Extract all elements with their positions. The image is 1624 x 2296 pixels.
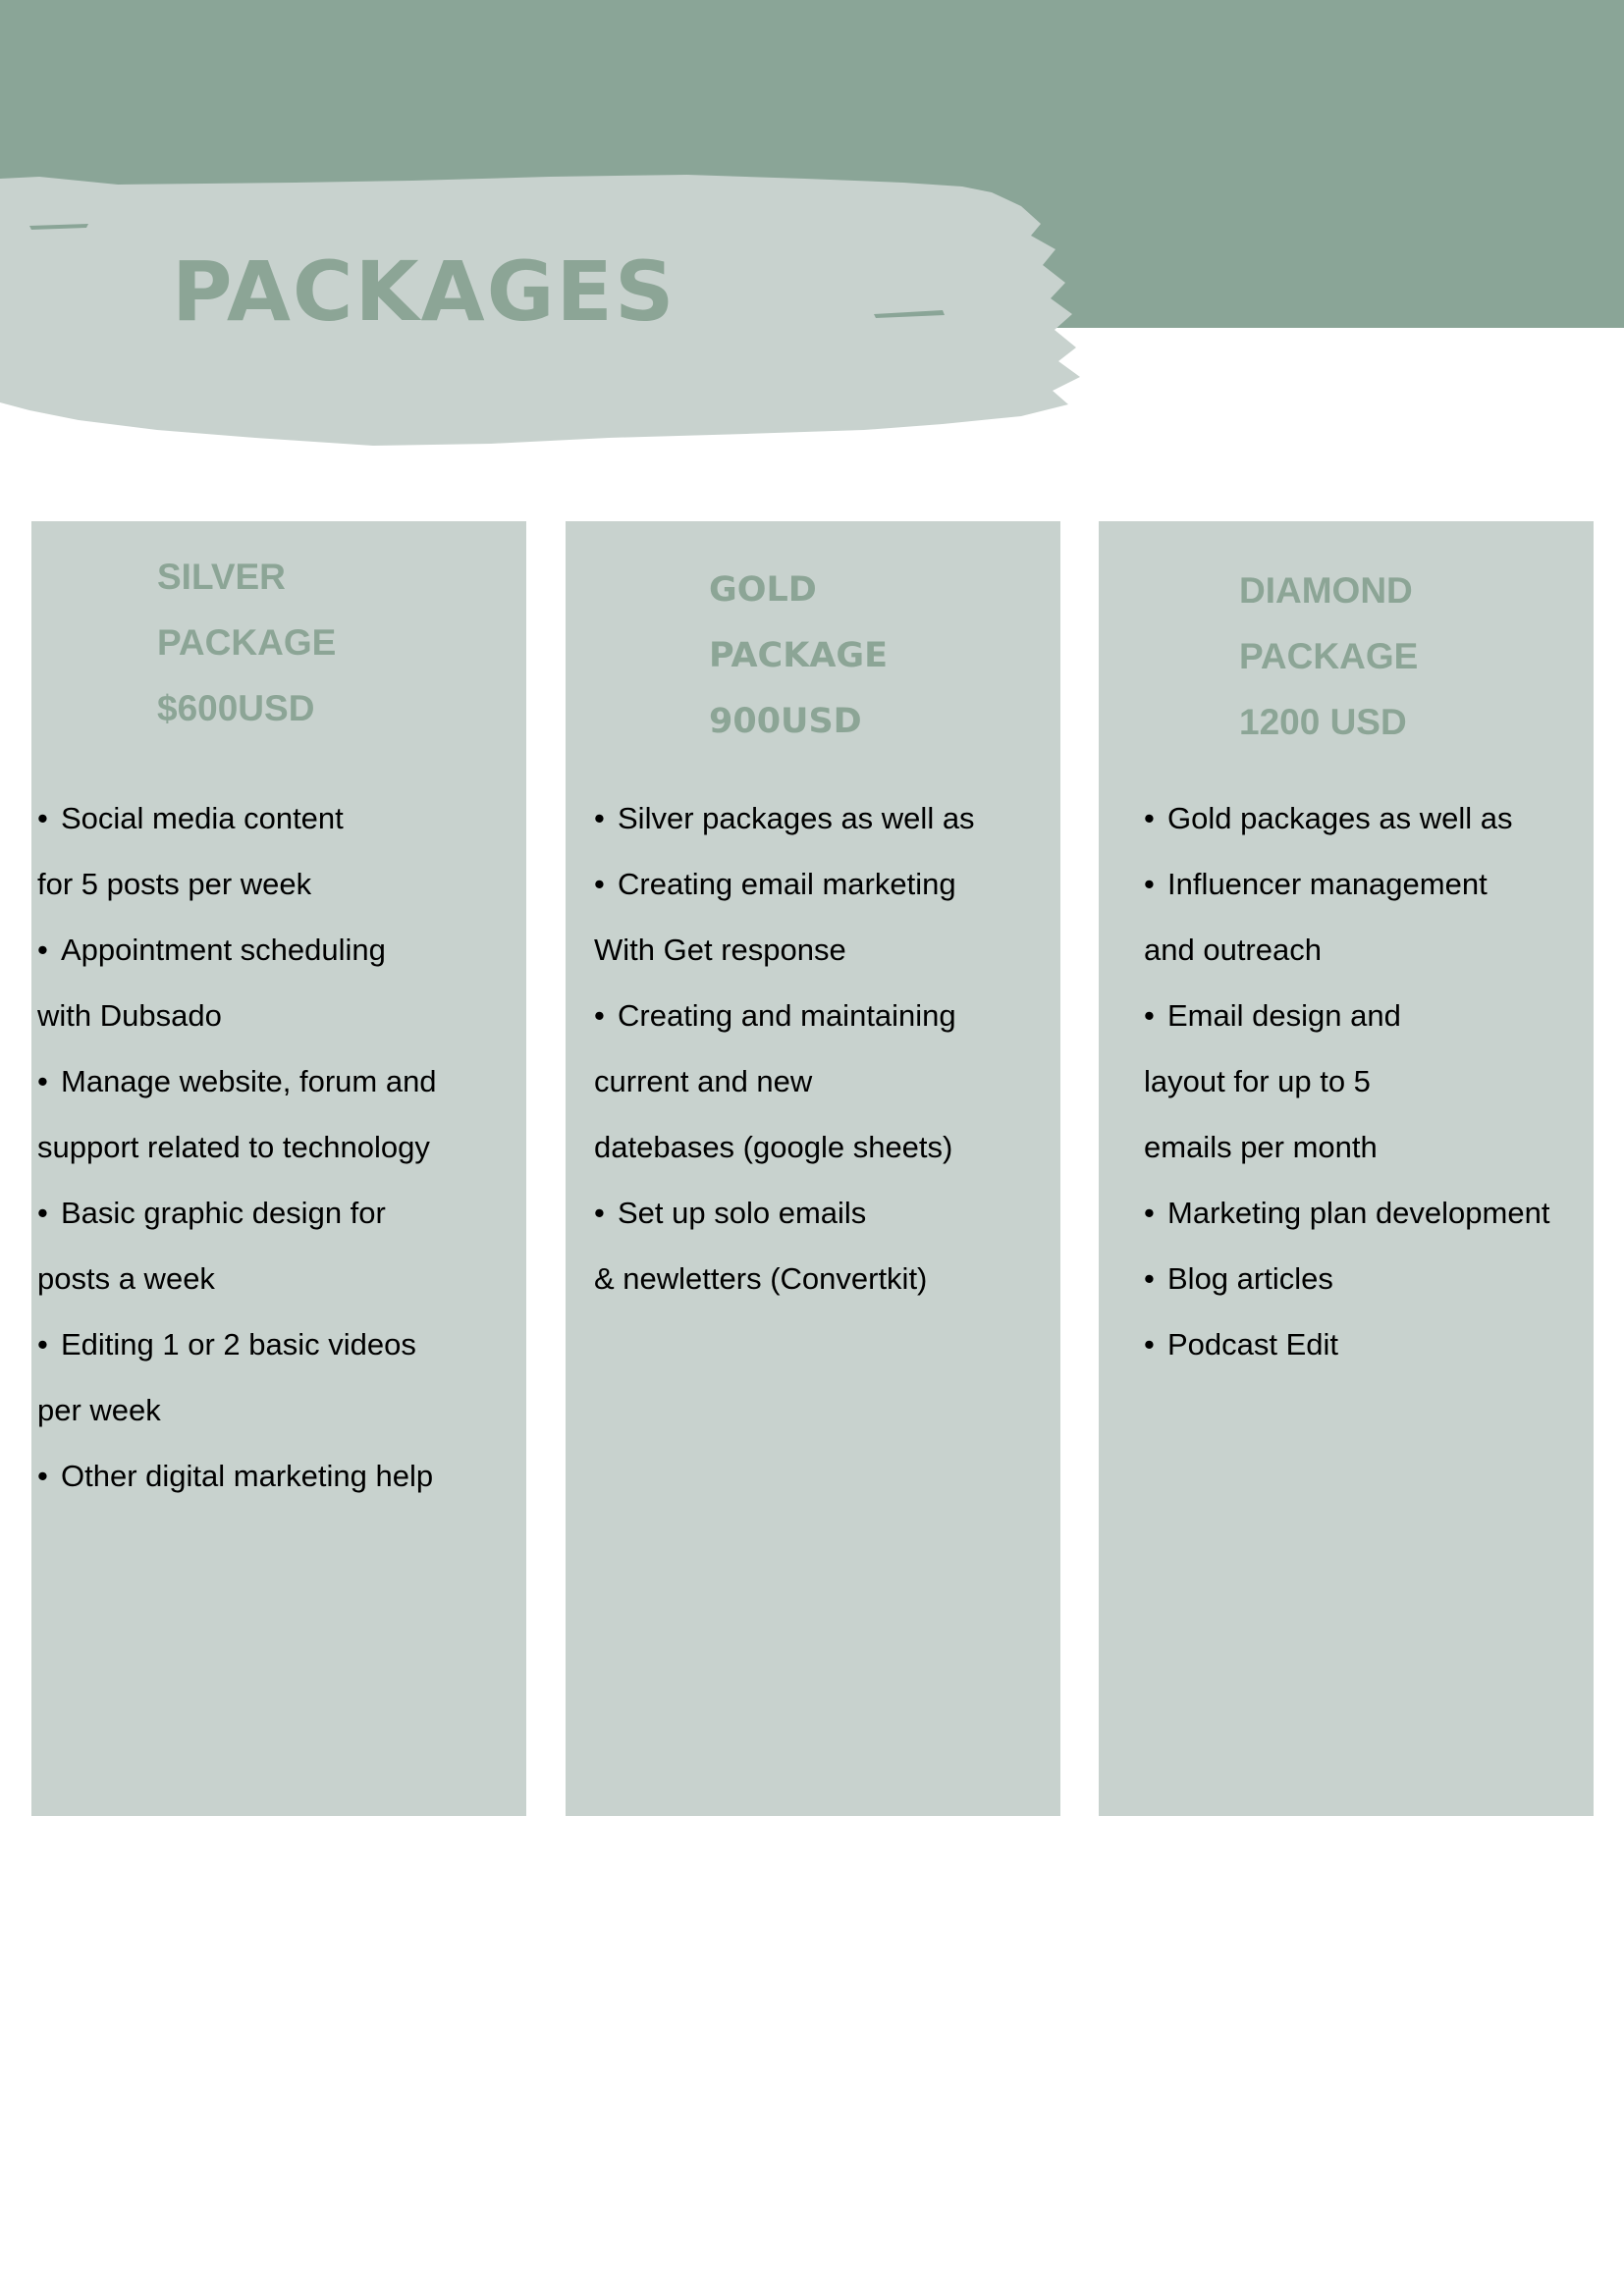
feature-item bbox=[37, 1377, 437, 1443]
feature-item bbox=[594, 851, 975, 917]
feature-item bbox=[37, 1048, 437, 1114]
feature-text: Social media content bbox=[61, 801, 344, 835]
feature-item bbox=[1144, 1246, 1549, 1311]
feature-text: per week bbox=[37, 1393, 161, 1427]
feature-item bbox=[594, 917, 975, 983]
feature-item bbox=[37, 1443, 437, 1509]
bullet-icon: • bbox=[1144, 998, 1155, 1033]
bullet-icon: • bbox=[37, 801, 48, 835]
bullet-icon: • bbox=[1144, 1261, 1155, 1296]
feature-text: posts a week bbox=[37, 1261, 215, 1296]
feature-text: & newletters (Convertkit) bbox=[594, 1261, 928, 1296]
feature-item bbox=[1144, 851, 1549, 917]
feature-item bbox=[37, 1114, 437, 1180]
feature-text: Set up solo emails bbox=[618, 1196, 867, 1230]
package-heading bbox=[709, 558, 888, 755]
feature-item bbox=[1144, 785, 1549, 851]
feature-text: and outreach bbox=[1144, 933, 1322, 967]
package-price: 900USD bbox=[709, 702, 862, 741]
package-name-line: PACKAGE bbox=[1239, 636, 1419, 676]
feature-item bbox=[594, 1048, 975, 1114]
bullet-icon: • bbox=[594, 867, 605, 901]
feature-text: Manage website, forum and bbox=[61, 1064, 437, 1098]
package-name-line: PACKAGE bbox=[709, 636, 889, 675]
feature-text: Appointment scheduling bbox=[61, 933, 386, 967]
feature-text: with Dubsado bbox=[37, 998, 222, 1033]
bullet-icon: • bbox=[37, 933, 48, 967]
package-name-line: DIAMOND bbox=[1239, 570, 1413, 611]
feature-text: Influencer management bbox=[1167, 867, 1488, 901]
feature-text: With Get response bbox=[594, 933, 846, 967]
feature-text: Other digital marketing help bbox=[61, 1459, 434, 1493]
feature-text: Silver packages as well as bbox=[618, 801, 975, 835]
feature-text: Blog articles bbox=[1167, 1261, 1333, 1296]
package-name-line: PACKAGE bbox=[157, 622, 337, 663]
bullet-icon: • bbox=[1144, 801, 1155, 835]
package-heading bbox=[157, 544, 336, 741]
feature-text: support related to technology bbox=[37, 1130, 430, 1164]
feature-text: Marketing plan development bbox=[1167, 1196, 1550, 1230]
feature-item bbox=[594, 785, 975, 851]
package-price: 1200 USD bbox=[1239, 702, 1407, 742]
feature-item bbox=[37, 1180, 437, 1246]
feature-item bbox=[594, 983, 975, 1048]
feature-item bbox=[1144, 1048, 1549, 1114]
feature-item bbox=[594, 1114, 975, 1180]
bullet-icon: • bbox=[37, 1064, 48, 1098]
feature-item bbox=[37, 785, 437, 851]
feature-list-diamond bbox=[1144, 785, 1549, 1377]
feature-item bbox=[594, 1180, 975, 1246]
feature-text: Basic graphic design for bbox=[61, 1196, 386, 1230]
feature-item bbox=[594, 1246, 975, 1311]
feature-text: Creating email marketing bbox=[618, 867, 956, 901]
bullet-icon: • bbox=[1144, 1196, 1155, 1230]
feature-text: current and new bbox=[594, 1064, 813, 1098]
feature-list-silver bbox=[37, 785, 437, 1509]
feature-item bbox=[37, 851, 437, 917]
bullet-icon: • bbox=[1144, 867, 1155, 901]
feature-item bbox=[1144, 917, 1549, 983]
bullet-icon: • bbox=[37, 1327, 48, 1362]
bullet-icon: • bbox=[594, 998, 605, 1033]
feature-text: layout for up to 5 bbox=[1144, 1064, 1371, 1098]
feature-item bbox=[37, 917, 437, 983]
feature-text: Email design and bbox=[1167, 998, 1401, 1033]
feature-text: datebases (google sheets) bbox=[594, 1130, 953, 1164]
bullet-icon: • bbox=[37, 1459, 48, 1493]
feature-item bbox=[1144, 983, 1549, 1048]
feature-text: Creating and maintaining bbox=[618, 998, 956, 1033]
feature-text: Gold packages as well as bbox=[1167, 801, 1513, 835]
feature-text: Editing 1 or 2 basic videos bbox=[61, 1327, 416, 1362]
feature-item bbox=[1144, 1311, 1549, 1377]
feature-text: Podcast Edit bbox=[1167, 1327, 1339, 1362]
bullet-icon: • bbox=[594, 801, 605, 835]
bullet-icon: • bbox=[1144, 1327, 1155, 1362]
package-name-line: SILVER bbox=[157, 557, 286, 597]
feature-text: for 5 posts per week bbox=[37, 867, 312, 901]
bullet-icon: • bbox=[37, 1196, 48, 1230]
package-price: $600USD bbox=[157, 688, 315, 728]
bullet-icon: • bbox=[594, 1196, 605, 1230]
package-heading bbox=[1239, 558, 1418, 755]
feature-text: emails per month bbox=[1144, 1130, 1378, 1164]
feature-item bbox=[37, 1311, 437, 1377]
package-name-line: GOLD bbox=[709, 570, 817, 610]
feature-item bbox=[1144, 1114, 1549, 1180]
feature-item bbox=[1144, 1180, 1549, 1246]
feature-list-gold bbox=[594, 785, 975, 1311]
page-title: PACKAGES bbox=[172, 243, 677, 340]
feature-item bbox=[37, 1246, 437, 1311]
feature-item bbox=[37, 983, 437, 1048]
